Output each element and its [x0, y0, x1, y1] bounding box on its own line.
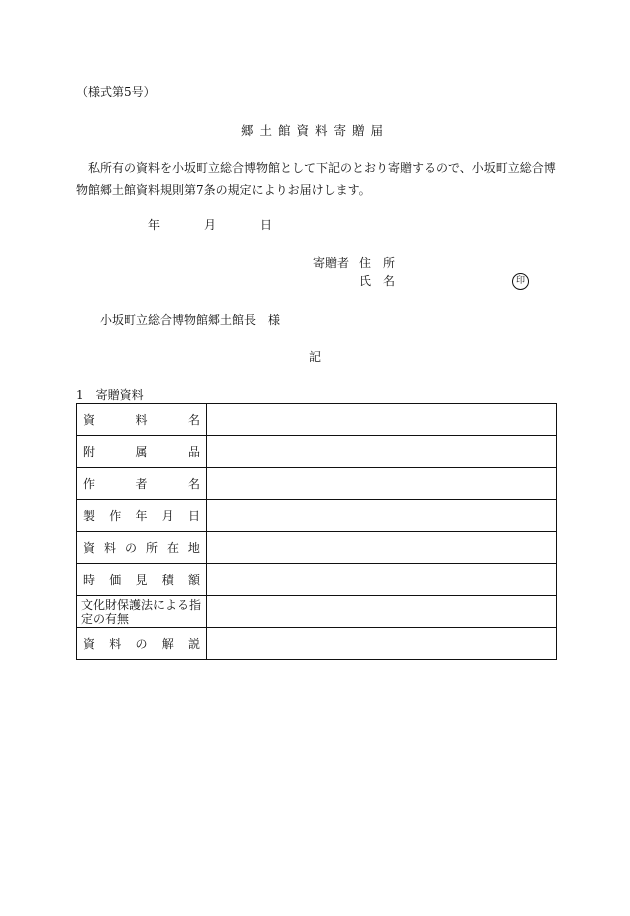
- row-label: 文化財保護法による指定の有無: [81, 597, 202, 626]
- row-label-cell: [77, 532, 207, 564]
- donor-label: 寄贈者: [313, 256, 350, 270]
- table-row: [77, 564, 557, 596]
- row-label: 作 者 名: [83, 477, 200, 491]
- row-value-cell[interactable]: [207, 532, 557, 564]
- body-paragraph: 私所有の資料を小坂町立総合博物館として下記のとおり寄贈するので、小坂町立総合博物館郷土館資料規則第7条の規定によりお届けします。: [76, 161, 556, 197]
- table-row: [77, 596, 557, 628]
- row-label: 附 属 品: [83, 445, 200, 459]
- table-row: [77, 500, 557, 532]
- document-title: 郷土館資料寄贈届: [240, 123, 389, 138]
- row-label-cell: [77, 404, 207, 436]
- row-label-cell: [77, 596, 207, 628]
- row-value-cell[interactable]: [207, 436, 557, 468]
- row-value-cell[interactable]: [207, 468, 557, 500]
- date-month: 月: [204, 218, 217, 232]
- donor-address-label: 住 所: [359, 256, 396, 270]
- row-value-cell[interactable]: [207, 500, 557, 532]
- row-label-cell: [77, 468, 207, 500]
- seal-icon: 印: [512, 273, 529, 290]
- donor-block: [313, 254, 395, 290]
- table-row: [77, 468, 557, 500]
- table-row: [77, 404, 557, 436]
- row-value-cell[interactable]: [207, 596, 557, 628]
- form-number: （様式第5号）: [76, 85, 156, 99]
- row-label: 資 料 名: [83, 413, 200, 427]
- ki-heading: 記: [308, 350, 321, 364]
- table-row: [77, 532, 557, 564]
- row-label: 製 作 年 月 日: [83, 509, 200, 523]
- row-value-cell[interactable]: [207, 404, 557, 436]
- date-year: 年: [148, 218, 161, 232]
- row-label: 時 価 見 積 額: [83, 573, 200, 587]
- date-line: [148, 216, 272, 233]
- table-row: [77, 436, 557, 468]
- row-label-cell: [77, 436, 207, 468]
- section-label: 1 寄贈資料: [76, 388, 144, 402]
- donor-name-label: 氏 名: [359, 274, 396, 288]
- row-value-cell[interactable]: [207, 564, 557, 596]
- row-value-cell[interactable]: [207, 628, 557, 660]
- date-day: 日: [260, 218, 273, 232]
- donated-items-table: [76, 403, 557, 660]
- addressee: 小坂町立総合博物館郷土館長 様: [100, 313, 281, 327]
- row-label-cell: [77, 628, 207, 660]
- row-label-cell: [77, 500, 207, 532]
- table-row: [77, 628, 557, 660]
- row-label: 資 料 の 所 在 地: [83, 541, 200, 555]
- row-label: 資 料 の 解 説: [83, 637, 200, 651]
- row-label-cell: [77, 564, 207, 596]
